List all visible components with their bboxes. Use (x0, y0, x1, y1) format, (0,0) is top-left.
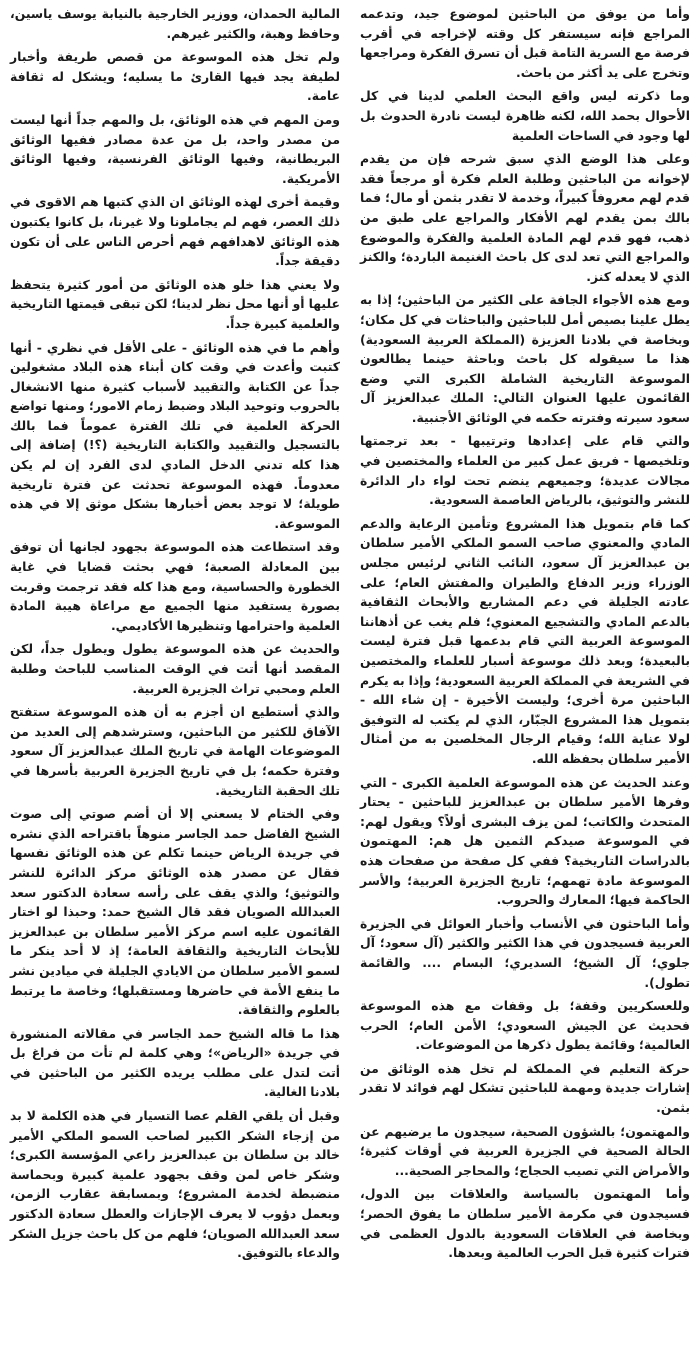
paragraph: حركة التعليم في المملكة لم تخل هذه الوثائق من إشارات جديدة ومهمة للباحثين تشكل لهم فوائد لا تقدر بثمن. (360, 1060, 690, 1116)
paragraph: والمهتمون؛ بالشؤون الصحية، سيجدون ما يرضيهم عن الحالة الصحية في الجزيرة العربية في أوقات كثيرة؛ والأمراض التي تصيب الحجاج؛ والمحاجر الصحية... (360, 1123, 690, 1178)
paragraph: ولا يعني هذا خلو هذه الوثائق من أمور كثيرة يتحفظ عليها أو أنها محل نظر لدينا؛ لكن تبقى قيمتها التاريخية والعلمية كبيرة جداً. (10, 276, 340, 331)
paragraph: ومع هذه الأجواء الجافة على الكثير من الباحثين؛ إذا به يطل علينا بصيص أمل للباحثين والباحثات في كل مكان؛ وبخاصة في بلادنا العزيزة (المملكة العربية السعودية) هذا ما سيقوله كل باحث وباحثة حينما يطالعون الموسوعة التاريخية الشاملة الكبرى التي وضع القائمون عليها العنوان التالي: الملك عبدالعزيز آل سعود سيرته وفترته حكمه في الوثائق الأجنبية. (360, 292, 690, 425)
paragraph: وللعسكريين وقفة؛ بل وقفات مع هذه الموسوعة فحديث عن الجيش السعودي؛ الأمن العام؛ الحرب العالمية؛ وقائمة يطول ذكرها من الموضوعات. (360, 998, 690, 1053)
paragraph: وأما من يوفق من الباحثين لموضوع جيد، وتدعمه المراجع فإنه سيستفر كل وقته لإخراجه في أقرب فرصة مع السرية التامة قبل أن تسرق الفكرة ومراجعها وتخرج على يد أكثر من باحث. (360, 6, 690, 80)
paragraph: ومن المهم في هذه الوثائق، بل والمهم جداً أنها ليست من مصدر واحد، بل من عدة مصادر ففيها الوثائق البريطانية، وفيها الوثائق الفرنسية، وفيها الوثائق الأمريكية. (10, 111, 340, 186)
paragraph: والذي أستطيع ان أجزم به أن هذه الموسوعة ستفتح الآفاق للكثير من الباحثين، وسترشدهم إلى العديد من الموضوعات الهامة في تاريخ الملك عبدالعزيز آل سعود وفترة حكمه؛ بل في تاريخ الجزيرة العربية بأسرها في تلك الحقبة التاريخية. (10, 704, 340, 798)
paragraph: وعلى هذا الوضع الذي سبق شرحه فإن من يقدم لإخوانه من الباحثين وطلبة العلم فكرة أو مرجعاً فقد قدم لهم معروفاً كبيراً، وخدمة لا تقدر بثمن أو مال؛ فما بالك بمن يقدم لهم الأفكار والمراجع على طبق من ذهب، فهو قدم لهم المادة العلمية والفكرة والموضوع والمراجع التي تعد لدى كل باحث الغنيمة الباردة؛ والكنز الذي لا يعدله كنز. (360, 151, 690, 284)
paragraph: وعند الحديث عن هذه الموسوعة العلمية الكبرى - التي وفرها الأمير سلطان بن عبدالعزيز للباحثين - يحتار المتحدث والكاتب؛ لمن يزف البشرى أولاً؟ ويقول لهم: في الموسوعة صيدكم الثمين هل هم: المهتمون بالدراسات التاريخية؟ ففي كل صفحة من صفحات هذه الموسوعة مادة تهمهم؛ تاريخ الجزيرة العربية؛ والأسر الحاكمة فيها؛ المعارك والحروب. (360, 774, 690, 908)
paragraph: والحديث عن هذه الموسوعة يطول ويطول جداً، لكن المقصد أنها أتت في الوقت المناسب للباحث وطلبة العلم ومحبي تراث الجزيرة العربية. (10, 641, 340, 696)
paragraph: وأهم ما في هذه الوثائق - على الأقل في نظري - أنها كتبت وأعدت في وقت كان أبناء هذه البلاد مشغولين جداً عن الكتابة والتقييد لأسباب كثيرة منها الانشغال بالحروب وتوحيد البلاد وضبط زمام الامور؛ ومنها تواضع الحركة العلمية في تلك الفترة عموماً فما بالك بالتسجيل والتقييد والكتابة التاريخية (؟!) إضافة إلى هذا كله تدني الدخل المادي لدى الفرد إن لم يكن معدوماً. فهذه الموسوعة تحدثت عن فترة تاريخية طويلة؛ لا توجد بعض أخبارها بشكل موثق إلا في هذه الموسوعة. (10, 339, 340, 531)
paragraph: وما ذكرته ليس واقع البحث العلمي لدينا في كل الأحوال بحمد الله، لكنه ظاهرة ليست نادرة الحدوث بل لها وجود في الساحات العلمية (360, 88, 690, 143)
paragraph: كما قام بتمويل هذا المشروع وتأمين الرعاية والدعم المادي والمعنوي صاحب السمو الملكي الأمير سلطان بن عبدالعزيز آل سعود، النائب الثاني لرئيس مجلس الوزراء وزير الدفاع والطيران والمفتش العام؛ على عادته الجليلة في دعم المشاريع والأبحاث الثقافية بالدعم المادي والتشجيع المعنوي؛ فلم يغب عن أذهاننا الموسوعة العربية التي قام بدعمها قبل فترة ليست بالبعيدة؛ وبعد ذلك موسوعة أسبار للعلماء والمختصين في الشريعة في المملكة العربية السعودية؛ وإذا به يكرم الباحثين مرة أخرى؛ وليست الأخيرة - إن شاء الله - بتمويل هذا المشروع الجبّار، الذي لم يكتب له التوفيق لولا عناية الله؛ وقيام الرجال المخلصين به من أمثال الأمير سلطان بحفظه الله. (360, 515, 690, 766)
paragraph: وقبل أن يلقي القلم عصا التسيار في هذه الكلمة لا بد من إزجاء الشكر الكبير لصاحب السمو الملكي الأمير خالد بن سلطان بن عبدالعزيز راعي المؤسسة الكبرى؛ وشكر خاص لمن وقف بجهود علمية كبيرة وبحماسة منضبطة لخدمة المشروع؛ وبمسابقة عقارب الزمن، وبعمل دؤوب لا يعرف الإجازات والعطل سعادة الدكتور سعد العبدالله الصويان؛ فلهم من كل باحث جزيل الشكر والدعاء بالتوفيق. (10, 1108, 340, 1261)
paragraph: وقيمة أخرى لهذه الوثائق ان الذي كتبها هم الاقوى في ذلك العصر، فهم لم يجاملونا ولا غيرنا، بل كانوا يكتبون هذه الوثائق لاهدافهم فهم أحرص الناس على أن تكون دقيقة جداً. (10, 194, 340, 269)
article-column-right (360, 4, 690, 1267)
paragraph: المالية الحمدان، ووزير الخارجية بالنيابة يوسف ياسين، وحافظ وهبة، والكثير غيرهم. (10, 6, 340, 41)
paragraph: والتي قام على إعدادها وترتيبها - بعد ترجمتها وتلخيصها - فريق عمل كبير من العلماء والمختصين في مجالات عديدة؛ وجميعهم ينضم تحت لواء دار الدائرة للنشر والتوثيق، بالرياض العاصمة السعودية. (360, 433, 690, 508)
paragraph: وفي الختام لا يسعني إلا أن أضم صوتي إلى صوت الشيخ الفاضل حمد الجاسر منوهاً باقتراحه الذي نشره في جريدة الرياض حينما تكلم عن هذه الوثائق نفسها فقال عن مصدر هذه الوثائق مركز الدائرة للنشر والتوثيق؛ والذي يقف على رأسه سعادة الدكتور سعد العبدالله الصويان فقد قال الشيخ حمد: وحبذا لو اختار القائمون عليه اسم مركز الأمير سلطان بن عبدالعزيز للأبحاث التاريخية والثقافة العامة؛ إذ لا أحد ينكر ما لسمو الأمير سلطان من الايادي الجليلة في ميادين نشر ما ينفع الأمة في حاضرها ومستقبلها؛ وخاصة ما يرتبط بالعلوم والثقافة. (10, 806, 340, 1018)
paragraph: ولم تخل هذه الموسوعة من قصص طريفة وأخبار لطيفة يجد فيها القارئ ما يسليه؛ ويشكل له ثقافة عامة. (10, 49, 340, 104)
paragraph: وأما الباحثون في الأنساب وأخبار العوائل في الجزيرة العربية فسيجدون في هذا الكثير والكثير (آل سعود؛ آل جلوي؛ آل الشيخ؛ السديري؛ البسام .... والقائمة تطول). (360, 915, 690, 990)
paragraph: وأما المهتمون بالسياسة والعلاقات بين الدول، فسيجدون في مكرمة الأمير سلطان ما يفوق الحصر؛ وبخاصة في العلاقات السعودية بالدول العظمى في فترات كثيرة قبل الحرب العالمية وبعدها. (360, 1186, 690, 1261)
article-column-left (10, 4, 340, 1267)
paragraph: هذا ما قاله الشيخ حمد الجاسر في مقالاته المنشورة في جريدة «الرياض»؛ وهي كلمة لم تأت من فراغ بل أتت لتدل على مطلب يريده الكثير من الباحثين في بلادنا الغالية. (10, 1025, 340, 1100)
paragraph: وقد استطاعت هذه الموسوعة بجهود لجانها أن توفق بين المعادلة الصعبة؛ فهي بحثت قضايا في غاية الخطورة والحساسية، ومع هذا كله فقد ترجمت وقربت بصورة يستفيد منها الجميع مع مراعاة هيبة المادة العلمية واحترامها وتنظيرها الأكاديمي. (10, 539, 340, 633)
